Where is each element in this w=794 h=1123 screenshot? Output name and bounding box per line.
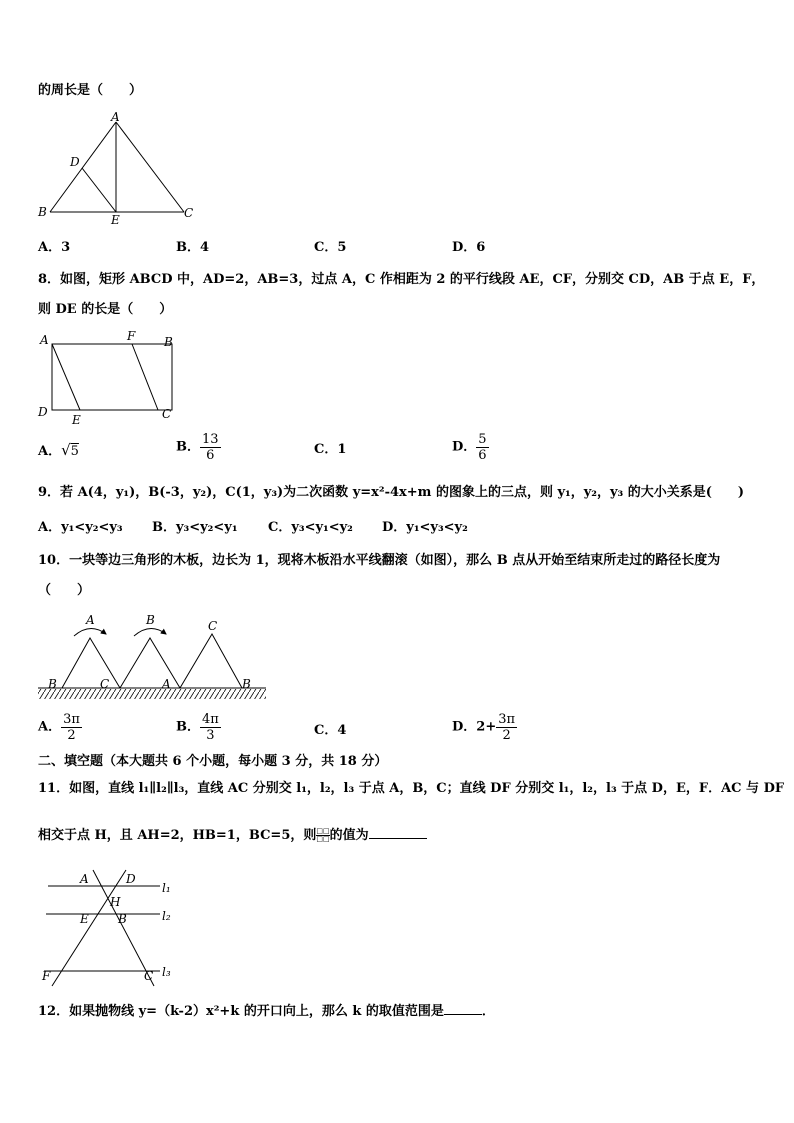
q7-label-d: D xyxy=(70,155,80,169)
q7-label-e: E xyxy=(111,213,120,227)
q11-label-l2: l₂ xyxy=(162,909,171,923)
q11-question-line2: 相交于点 H，且 AH=2，HB=1，BC=5，则 □□ □□ 的值为 xyxy=(38,828,427,844)
q10-label-a2: A xyxy=(162,677,171,691)
q10-label-b2: B xyxy=(146,613,155,627)
q7-triangle-figure xyxy=(34,108,199,228)
q10-option-d[interactable]: D．2+ $\frac{3\pi}{2}$ xyxy=(452,712,516,743)
q9-option-b[interactable]: B．y₃<y₂<y₁ xyxy=(152,520,238,535)
q11-label-a: A xyxy=(80,872,89,886)
q9-option-a[interactable]: A．y₁<y₂<y₃ xyxy=(38,520,123,535)
q8-option-b[interactable]: B． $\frac{13}{6}$ xyxy=(176,432,219,463)
q7-option-a[interactable]: A．3 xyxy=(38,240,71,255)
q11-answer-blank[interactable] xyxy=(369,838,427,839)
q10-label-b1: B xyxy=(48,677,57,691)
q10-label-c3: C xyxy=(208,619,218,633)
q11-label-b: B xyxy=(118,912,127,926)
q7-label-c: C xyxy=(184,206,194,220)
q12-question: 12．如果抛物线 y=（k-2）x²+k 的开口向上，那么 k 的取值范围是 ． xyxy=(38,1004,495,1019)
q10-label-a1: A xyxy=(86,613,95,627)
q12-answer-blank[interactable] xyxy=(444,1014,482,1015)
q8-label-f: F xyxy=(127,329,136,343)
q7-option-b[interactable]: B．4 xyxy=(176,240,210,255)
q11-label-l1: l₁ xyxy=(162,881,171,895)
q8-option-d[interactable]: D． $\frac{5}{6}$ xyxy=(452,432,487,463)
q8-label-d: D xyxy=(38,405,48,419)
q8-option-a[interactable]: A．√5 xyxy=(38,441,79,459)
q11-label-c: C xyxy=(144,969,154,983)
q7-option-c[interactable]: C．5 xyxy=(314,240,347,255)
q11-label-d: D xyxy=(126,872,136,886)
q10-option-a[interactable]: A． $\frac{3\pi}{2}$ xyxy=(38,712,80,743)
section-2-heading: 二、填空题（本大题共 6 个小题，每小题 3 分，共 18 分） xyxy=(38,754,388,769)
q8-question-line2: 则 DE 的长是（ ） xyxy=(38,302,173,317)
q10-label-b3: B xyxy=(242,677,251,691)
q10-label-c1: C xyxy=(100,677,110,691)
q8-label-a: A xyxy=(40,333,49,347)
q9-option-d[interactable]: D．y₁<y₃<y₂ xyxy=(382,520,468,535)
q8-question-line1: 8．如图，矩形 ABCD 中，AD=2，AB=3，过点 A，C 作相距为 2 的平行线段 AE，CF，分别交 CD，AB 于点 E，F， xyxy=(38,272,765,287)
q10-question-line1: 10．一块等边三角形的木板，边长为 1，现将木板沿水平线翻滚（如图），那么 B 点从开始至结束所走过的路径长度为 xyxy=(38,553,721,568)
q8-option-c[interactable]: C．1 xyxy=(314,442,347,457)
q9-question: 9．若 A(4，y₁)，B(-3，y₂)，C(1，y₃)为二次函数 y=x²-4x+m 的图象上的三点，则 y₁，y₂，y₃ 的大小关系是( ) xyxy=(38,485,745,500)
q10-option-c[interactable]: C．4 xyxy=(314,723,347,738)
q10-option-b[interactable]: B． $\frac{4\pi}{3}$ xyxy=(176,712,219,743)
q9-option-c[interactable]: C．y₃<y₁<y₂ xyxy=(268,520,353,535)
q10-rolling-triangle-figure xyxy=(34,612,269,707)
q8-label-b: B xyxy=(164,335,173,349)
q7-option-d[interactable]: D．6 xyxy=(452,240,486,255)
q11-question-line1: 11．如图，直线 l₁∥l₂∥l₃，直线 AC 分别交 l₁，l₂，l₃ 于点 A，B，C；直线 DF 分别交 l₁，l₂，l₃ 于点 D，E，F．AC 与 DF xyxy=(38,781,785,796)
q11-parallel-lines-figure xyxy=(34,862,184,990)
q10-question-line2: （ ） xyxy=(38,583,91,598)
q8-label-e: E xyxy=(72,413,81,427)
q8-label-c: C xyxy=(162,407,172,421)
q11-label-e: E xyxy=(80,912,89,926)
q7-label-a: A xyxy=(111,110,120,124)
q7-label-b: B xyxy=(38,205,47,219)
q7-question-tail: 的周长是（ ） xyxy=(38,83,143,98)
q11-label-h: H xyxy=(110,895,121,909)
q8-rectangle-figure xyxy=(34,330,179,430)
q11-label-f: F xyxy=(42,969,51,983)
q11-label-l3: l₃ xyxy=(162,965,171,979)
